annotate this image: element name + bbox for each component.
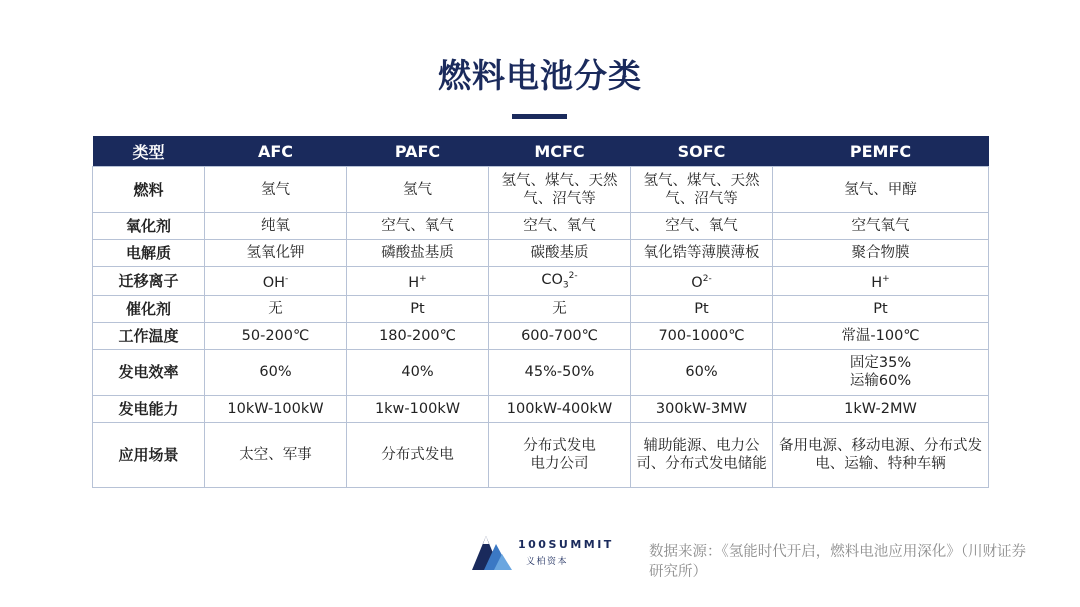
row-label: 电解质: [93, 240, 205, 267]
row-label: 应用场景: [93, 422, 205, 487]
source-note: 数据来源：《氢能时代开启，燃料电池应用深化》（川财证券研究所）: [649, 544, 1026, 580]
table-cell: 备用电源、移动电源、分布式发电、运输、特种车辆: [773, 422, 989, 487]
ion-charge: +: [419, 273, 427, 284]
header-cell: PEMFC: [773, 136, 989, 167]
header-cell: 类型: [93, 136, 205, 167]
row-label: 工作温度: [93, 322, 205, 349]
table-cell: 氢气、煤气、天然气、沼气等: [631, 167, 773, 213]
table-cell: 45%-50%: [489, 349, 631, 395]
ion-base: OH: [262, 274, 286, 291]
row-label: 燃料: [93, 167, 205, 213]
header-cell: AFC: [205, 136, 347, 167]
table-header-row: [93, 136, 989, 167]
table-cell: 分布式发电 电力公司: [489, 422, 631, 487]
table-cell: [205, 267, 347, 296]
table-cell: 空气、氧气: [489, 213, 631, 240]
table-cell: Pt: [631, 295, 773, 322]
header-cell: MCFC: [489, 136, 631, 167]
table-row: [93, 422, 989, 487]
table-cell: 空气、氧气: [347, 213, 489, 240]
table-cell: 磷酸盐基质: [347, 240, 489, 267]
page-title: 燃料电池分类: [438, 56, 642, 95]
header-cell: SOFC: [631, 136, 773, 167]
logo: [470, 528, 620, 574]
fuel-cell-table: [92, 136, 989, 488]
ion-charge: 2-: [568, 271, 578, 281]
table-cell: 碳酸基质: [489, 240, 631, 267]
logo-name: 100SUMMIT: [518, 538, 614, 551]
table-cell: 常温-100℃: [773, 322, 989, 349]
ion-base: CO: [541, 271, 563, 288]
table-cell: 60%: [631, 349, 773, 395]
table-row: [93, 349, 989, 395]
table-row: [93, 240, 989, 267]
table-row: [93, 213, 989, 240]
table-cell: 180-200℃: [347, 322, 489, 349]
table-cell: 纯氧: [205, 213, 347, 240]
table-cell: 100kW-400kW: [489, 395, 631, 422]
table-cell: 无: [489, 295, 631, 322]
table-cell: 辅助能源、电力公司、分布式发电储能: [631, 422, 773, 487]
table-cell: Pt: [347, 295, 489, 322]
table-cell: 50-200℃: [205, 322, 347, 349]
ion-charge: -: [285, 273, 289, 284]
ion-base: O: [691, 274, 703, 291]
table-cell: 无: [205, 295, 347, 322]
row-label: 发电效率: [93, 349, 205, 395]
table-cell: 固定35% 运输60%: [773, 349, 989, 395]
table-row: [93, 395, 989, 422]
table-cell: 10kW-100kW: [205, 395, 347, 422]
table-cell: 40%: [347, 349, 489, 395]
table-cell: [631, 267, 773, 296]
row-label: 氧化剂: [93, 213, 205, 240]
ion-subscript: 3: [562, 280, 569, 291]
table-cell: [773, 267, 989, 296]
table-cell: 氧化锆等薄膜薄板: [631, 240, 773, 267]
table-cell: 空气、氧气: [631, 213, 773, 240]
table-cell: [347, 267, 489, 296]
ion-base: H: [408, 274, 420, 291]
table-cell: 1kW-2MW: [773, 395, 989, 422]
table-cell: 氢气: [347, 167, 489, 213]
table-cell: 1kw-100kW: [347, 395, 489, 422]
ion-charge: +: [882, 273, 890, 284]
row-label: 发电能力: [93, 395, 205, 422]
table-cell: 分布式发电: [347, 422, 489, 487]
table-cell: 60%: [205, 349, 347, 395]
table-cell: Pt: [773, 295, 989, 322]
table-cell: 600-700℃: [489, 322, 631, 349]
mountain-logo-icon: [470, 528, 514, 572]
table-row: [93, 167, 989, 213]
table-cell: 氢气: [205, 167, 347, 213]
table-cell: 700-1000℃: [631, 322, 773, 349]
table-cell: 300kW-3MW: [631, 395, 773, 422]
table-row: [93, 322, 989, 349]
table-cell: 氢气、甲醇: [773, 167, 989, 213]
row-label: 迁移离子: [93, 267, 205, 296]
table-cell: 太空、军事: [205, 422, 347, 487]
header-cell: PAFC: [347, 136, 489, 167]
logo-subtitle: 义柏资本: [526, 557, 569, 567]
table-cell: [489, 267, 631, 296]
table-row: [93, 295, 989, 322]
table-cell: 聚合物膜: [773, 240, 989, 267]
table-row: [93, 267, 989, 296]
table-cell: 空气氧气: [773, 213, 989, 240]
ion-base: H: [871, 274, 883, 291]
ion-charge: 2-: [702, 273, 712, 284]
table-cell: 氢氧化钾: [205, 240, 347, 267]
table-cell: 氢气、煤气、天然气、沼气等: [489, 167, 631, 213]
title-underline: [512, 114, 567, 119]
row-label: 催化剂: [93, 295, 205, 322]
